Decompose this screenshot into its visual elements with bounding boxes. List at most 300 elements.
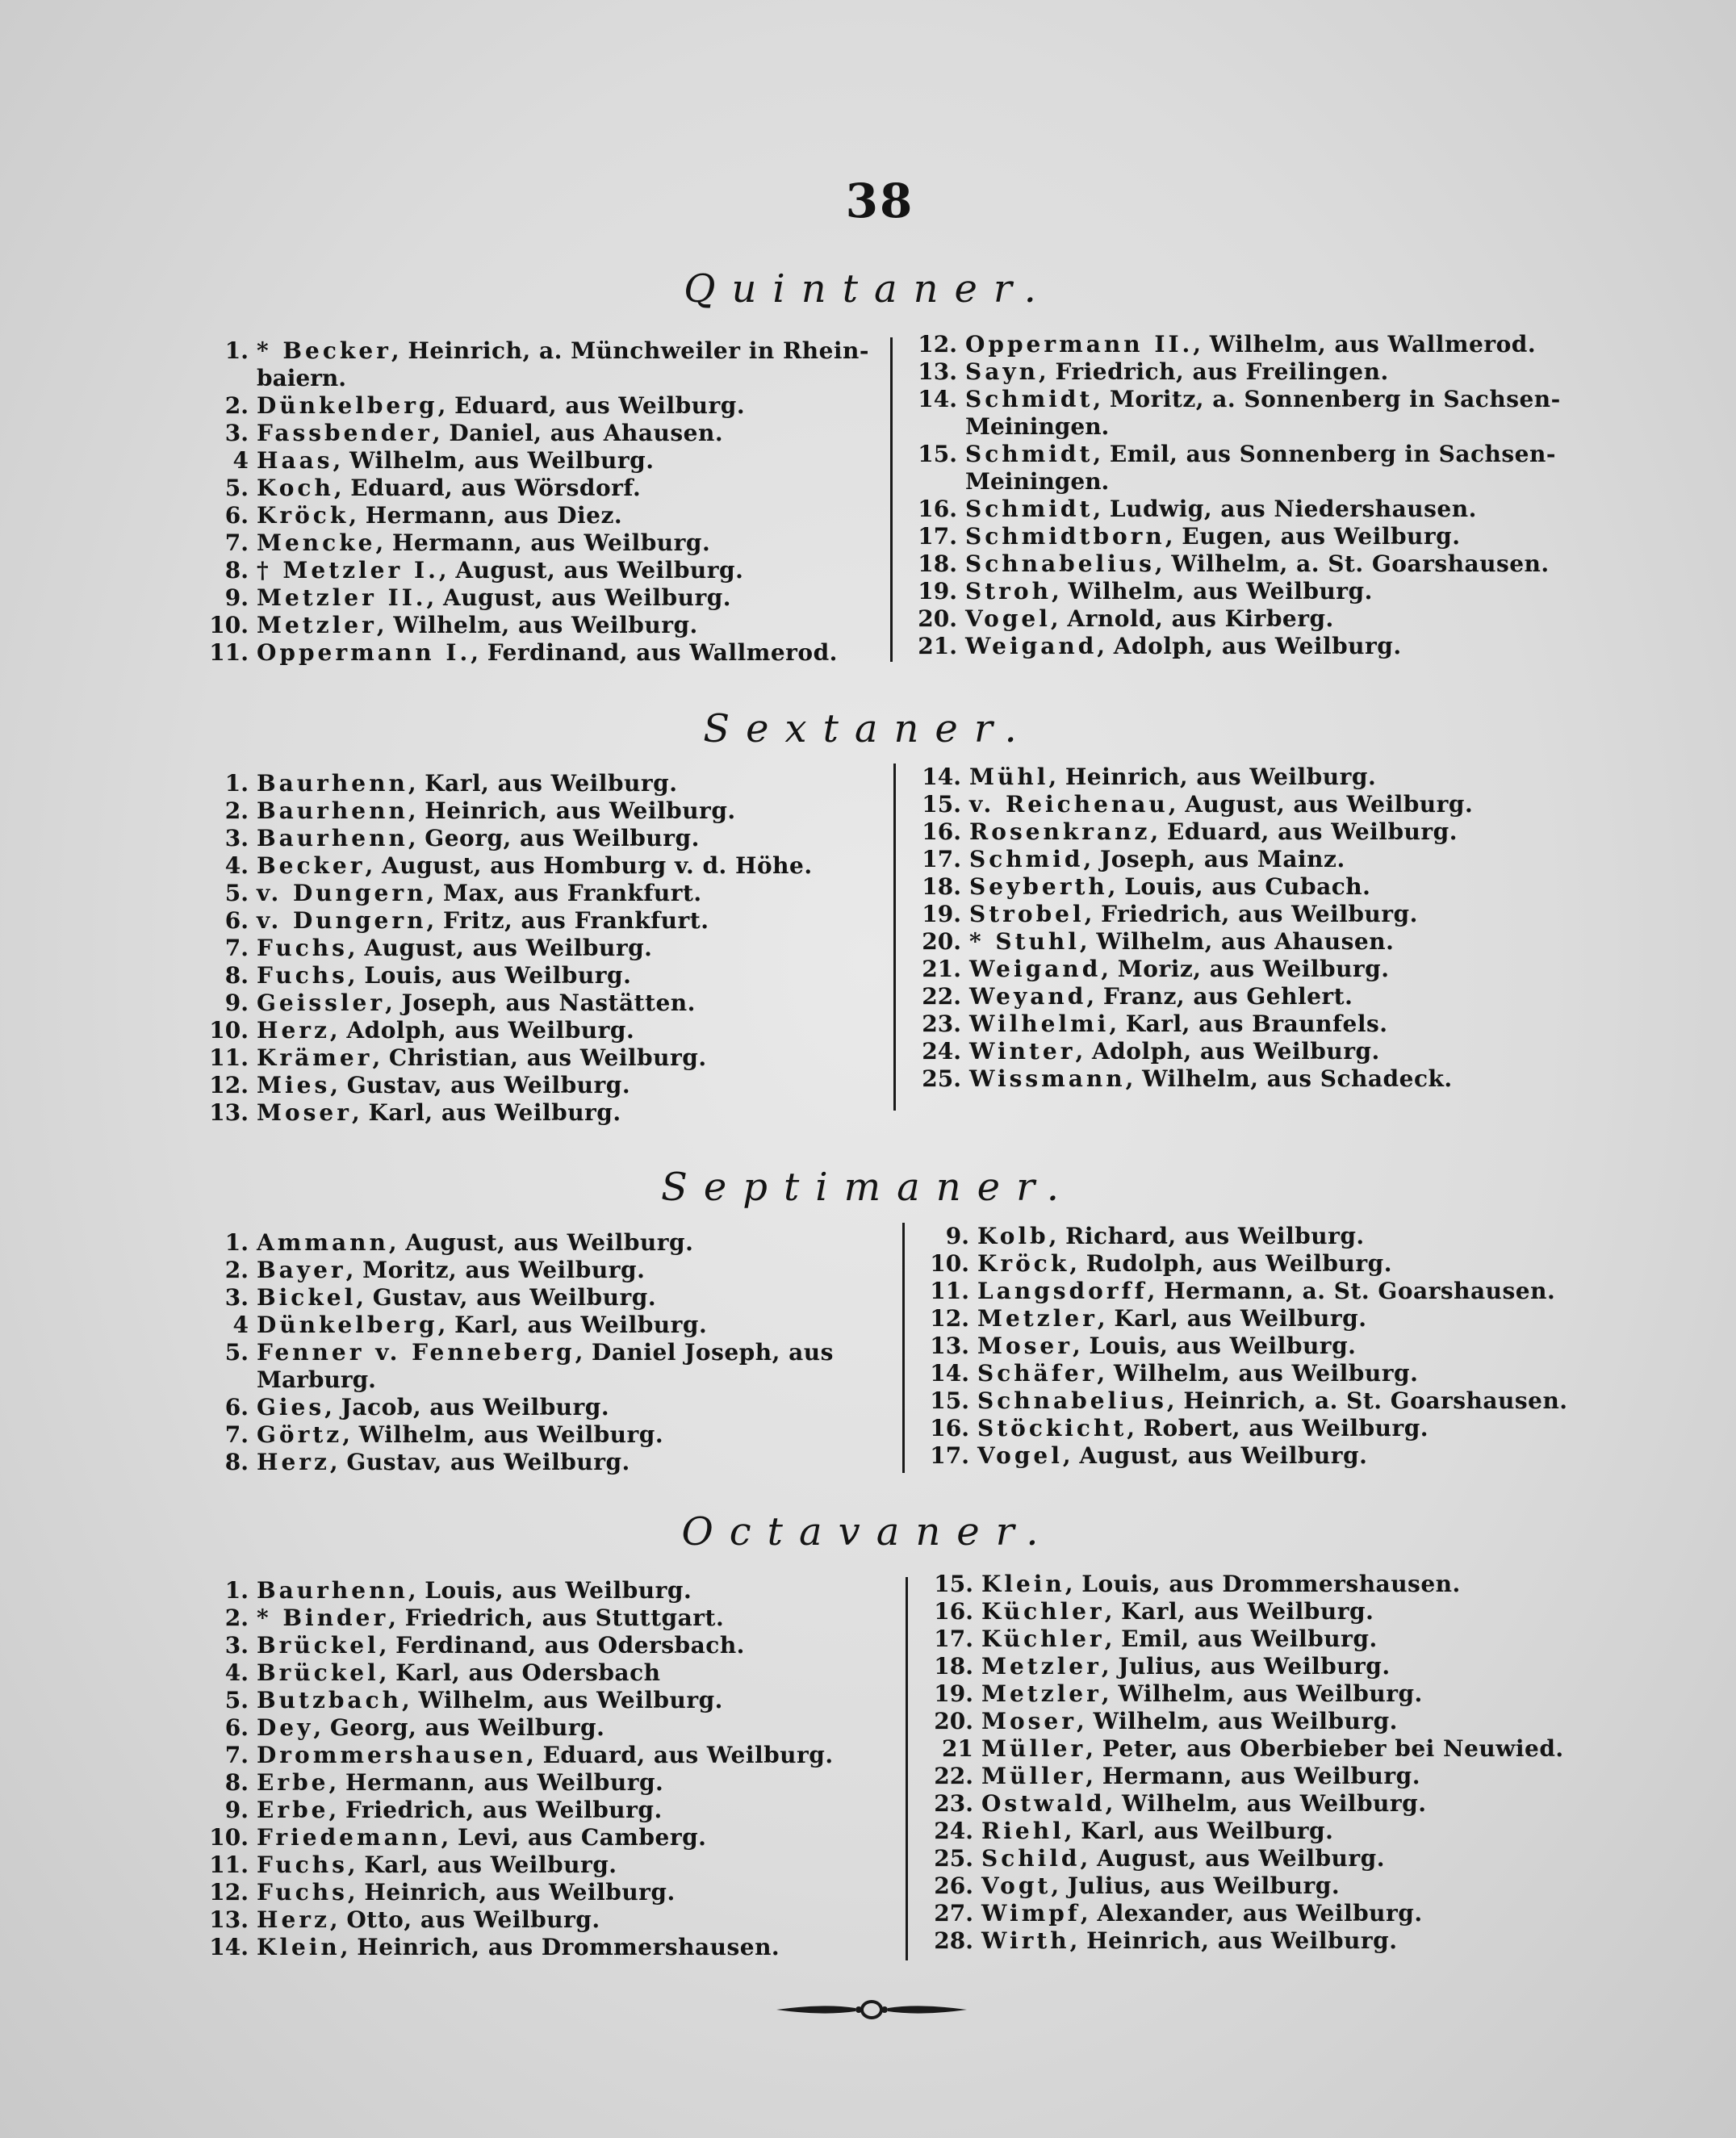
student-details: , August, aus Weilburg. xyxy=(388,1229,694,1256)
student-surname: Weyand xyxy=(969,983,1087,1010)
page-number: 38 xyxy=(845,174,914,228)
student-details: , Moriz, aus Weilburg. xyxy=(1101,956,1390,982)
list-item xyxy=(928,1790,1427,1818)
entry-number: 9. xyxy=(224,1797,249,1823)
entry-number: 26. xyxy=(934,1872,973,1899)
entry-number: 8. xyxy=(224,557,249,584)
list-item xyxy=(203,1577,692,1605)
student-details: , Karl, aus Weilburg. xyxy=(1097,1305,1367,1332)
entry-number: 24. xyxy=(922,1038,961,1065)
list-item xyxy=(203,1312,707,1339)
entry-number: 7. xyxy=(224,1421,249,1448)
list-item xyxy=(916,764,1376,791)
student-surname: Kröck xyxy=(257,502,349,529)
student-details: , August, aus Weilburg. xyxy=(1168,791,1474,818)
student-details: , Wilhelm, aus Schadeck. xyxy=(1125,1065,1453,1092)
student-surname: Baurhenn xyxy=(257,1577,408,1604)
student-surname: Stroh xyxy=(965,578,1052,605)
student-details: , Karl, aus Weilburg. xyxy=(347,1851,617,1878)
list-item xyxy=(203,1394,609,1421)
student-details: , Eduard, aus Wörsdorf. xyxy=(333,475,642,501)
list-item xyxy=(203,612,698,639)
student-surname: Baurhenn xyxy=(257,770,408,797)
section-title-sextaner: Sextaner. xyxy=(703,706,1033,751)
entry-number: 9. xyxy=(224,990,249,1016)
student-surname: Krämer xyxy=(257,1044,373,1071)
student-details: , Wilhelm, aus Weilburg. xyxy=(1077,1708,1398,1734)
list-item xyxy=(203,1072,630,1099)
list-item xyxy=(203,1449,630,1476)
entry-number: 12. xyxy=(209,1072,249,1098)
entry-number: 3. xyxy=(224,1284,249,1311)
student-details: , Gustav, aus Weilburg. xyxy=(330,1072,631,1098)
student-surname: Fuchs xyxy=(257,1879,348,1906)
entry-number: 20. xyxy=(918,605,957,632)
student-details: , Joseph, aus Mainz. xyxy=(1083,846,1345,872)
entry-number: 3. xyxy=(224,825,249,851)
list-item xyxy=(912,331,1536,358)
column-divider xyxy=(902,1223,905,1473)
entry-number: 25. xyxy=(934,1845,973,1872)
student-details: , Friedrich, aus Freilingen. xyxy=(1039,358,1389,385)
student-details: , Louis, aus Weilburg. xyxy=(1073,1333,1357,1359)
list-item xyxy=(203,1605,724,1632)
list-item xyxy=(912,550,1550,578)
list-item xyxy=(928,1653,1391,1680)
entry-number: 13. xyxy=(209,1099,249,1126)
entry-number: 16. xyxy=(922,818,961,845)
student-surname: Fenner v. Fenneberg xyxy=(257,1339,575,1366)
student-surname: Brückel xyxy=(257,1659,379,1686)
student-surname: Vogt xyxy=(981,1872,1052,1899)
student-details: , Daniel, aus Ahausen. xyxy=(432,420,724,446)
student-details: , Moritz, a. Sonnenberg in Sachsen- xyxy=(1093,386,1561,412)
student-details: , Levi, aus Camberg. xyxy=(441,1824,707,1851)
section-title-octavaner: Octavaner. xyxy=(681,1509,1055,1554)
list-item xyxy=(203,935,652,962)
student-details: , Wilhelm, aus Ahausen. xyxy=(1079,928,1395,955)
entry-number: 17. xyxy=(922,846,961,872)
list-item xyxy=(203,1421,663,1449)
entry-number: 20. xyxy=(922,928,961,955)
student-surname: Erbe xyxy=(257,1797,329,1823)
entry-number: 10. xyxy=(930,1250,969,1277)
student-surname: Bayer xyxy=(257,1257,346,1283)
entry-number: 19. xyxy=(922,901,961,927)
student-surname: Dünkelberg xyxy=(257,1312,438,1338)
list-item xyxy=(203,1099,621,1127)
student-details: , Hermann, aus Weilburg. xyxy=(1086,1763,1420,1789)
student-surname: Seyberth xyxy=(969,873,1108,900)
entry-number: 22. xyxy=(922,983,961,1010)
student-details: , Karl, aus Weilburg. xyxy=(352,1099,621,1126)
list-item xyxy=(203,502,622,529)
entry-number: 7. xyxy=(224,529,249,556)
student-details: , Wilhelm, aus Weilburg. xyxy=(342,1421,664,1448)
student-details: , Peter, aus Oberbieber bei Neuwied. xyxy=(1086,1735,1564,1762)
student-surname: Fassbender xyxy=(257,420,433,446)
list-item xyxy=(203,1934,780,1961)
student-details: , Georg, aus Weilburg. xyxy=(313,1714,605,1741)
student-surname: Metzler II. xyxy=(257,584,427,611)
student-surname: Oppermann I. xyxy=(257,639,471,666)
student-details: , Heinrich, a. St. Goarshausen. xyxy=(1166,1387,1568,1414)
student-details: , Friedrich, aus Stuttgart. xyxy=(388,1605,725,1631)
entry-number: 4 xyxy=(232,1312,249,1338)
entry-number: 15. xyxy=(922,791,961,818)
student-details: , August, aus Weilburg. xyxy=(426,584,732,611)
student-details: , Heinrich, a. Münchweiler in Rhein- xyxy=(391,337,869,364)
list-item xyxy=(203,557,743,584)
list-item xyxy=(916,1010,1387,1038)
student-surname: Küchler xyxy=(981,1598,1105,1625)
student-surname: Klein xyxy=(981,1571,1065,1597)
student-surname: Erbe xyxy=(257,1769,329,1796)
student-surname: Metzler xyxy=(977,1305,1098,1332)
list-item xyxy=(916,873,1370,901)
list-item xyxy=(203,529,710,557)
entry-number: 15. xyxy=(930,1387,969,1414)
student-details: , Adolph, aus Weilburg. xyxy=(329,1017,635,1044)
student-surname: Schmidt xyxy=(965,386,1094,412)
section-title-septimaner: Septimaner. xyxy=(660,1165,1076,1210)
entry-number: 1. xyxy=(224,1577,249,1604)
list-item xyxy=(924,1387,1568,1415)
entry-number: 10. xyxy=(209,1824,249,1851)
student-surname: Moser xyxy=(257,1099,352,1126)
list-item xyxy=(928,1571,1461,1598)
ornament-divider-icon xyxy=(775,1994,968,2026)
list-item xyxy=(924,1333,1356,1360)
section-title-quintaner: Quintaner. xyxy=(684,266,1052,312)
student-surname: * Becker xyxy=(257,337,391,364)
student-surname: Vogel xyxy=(965,605,1051,632)
student-details: , Hermann, a. St. Goarshausen. xyxy=(1147,1278,1556,1304)
student-surname: Schäfer xyxy=(977,1360,1098,1387)
entry-continuation: Meiningen. xyxy=(965,468,1110,495)
list-item xyxy=(203,1797,663,1824)
student-surname: Herz xyxy=(257,1449,330,1475)
student-details: , August, aus Weilburg. xyxy=(438,557,744,584)
student-surname: Klein xyxy=(257,1934,341,1960)
student-surname: Wissmann xyxy=(969,1065,1126,1092)
student-details: , Wilhelm, aus Weilburg. xyxy=(376,612,698,638)
student-surname: Fuchs xyxy=(257,962,348,989)
entry-number: 8. xyxy=(224,1769,249,1796)
student-details: , Arnold, aus Kirberg. xyxy=(1050,605,1334,632)
entry-number: 12. xyxy=(930,1305,969,1332)
list-item xyxy=(916,818,1458,846)
student-details: , Alexander, aus Weilburg. xyxy=(1080,1900,1423,1927)
list-item xyxy=(203,392,745,420)
entry-number: 22. xyxy=(934,1763,973,1789)
student-surname: Mies xyxy=(257,1072,331,1098)
entry-number: 1. xyxy=(224,770,249,797)
entry-continuation: Meiningen. xyxy=(965,413,1110,440)
student-surname: Schmidt xyxy=(965,496,1094,522)
column-divider xyxy=(890,337,893,662)
list-item xyxy=(916,956,1390,983)
list-item xyxy=(203,337,869,365)
list-item xyxy=(203,852,813,880)
list-item xyxy=(928,1625,1378,1653)
student-details: , Hermann, aus Weilburg. xyxy=(375,529,711,556)
entry-number: 18. xyxy=(934,1653,973,1680)
list-item xyxy=(203,1906,600,1934)
entry-number: 2. xyxy=(224,392,249,419)
student-surname: Geissler xyxy=(257,990,386,1016)
entry-number: 12. xyxy=(209,1879,249,1906)
student-details: , Franz, aus Gehlert. xyxy=(1086,983,1353,1010)
entry-number: 2. xyxy=(224,1605,249,1631)
student-details: , Karl, aus Braunfels. xyxy=(1109,1010,1388,1037)
list-item xyxy=(924,1442,1367,1470)
student-surname: Strobel xyxy=(969,901,1085,927)
list-item xyxy=(203,420,723,447)
list-item xyxy=(203,1044,707,1072)
entry-number: 2. xyxy=(224,1257,249,1283)
list-item xyxy=(912,605,1334,633)
list-item xyxy=(928,1927,1397,1955)
student-details: , Louis, aus Weilburg. xyxy=(347,962,632,989)
student-surname: Metzler xyxy=(981,1680,1102,1707)
student-details: , Karl, aus Odersbach xyxy=(379,1659,661,1686)
list-item xyxy=(928,1900,1423,1927)
list-item xyxy=(203,447,654,475)
student-details: , Julius, aus Weilburg. xyxy=(1051,1872,1341,1899)
student-details: , Fritz, aus Frankfurt. xyxy=(426,907,709,934)
entry-number: 23. xyxy=(922,1010,961,1037)
list-item xyxy=(924,1278,1555,1305)
entry-number: 13. xyxy=(209,1906,249,1933)
list-item xyxy=(928,1598,1374,1625)
list-item xyxy=(203,1851,617,1879)
list-item xyxy=(924,1415,1429,1442)
entry-number: 18. xyxy=(922,873,961,900)
entry-number: 12. xyxy=(918,331,957,358)
entry-number: 19. xyxy=(918,578,957,605)
entry-number: 5. xyxy=(224,475,249,501)
entry-number: 4. xyxy=(224,852,249,879)
student-details: , Hermann, aus Diez. xyxy=(349,502,623,529)
entry-number: 4 xyxy=(232,447,249,474)
list-item xyxy=(203,1879,676,1906)
entry-number: 14. xyxy=(930,1360,969,1387)
entry-number: 21 xyxy=(942,1735,973,1762)
entry-number: 1. xyxy=(224,337,249,364)
entry-number: 14. xyxy=(922,764,961,790)
student-details: , Eduard, aus Weilburg. xyxy=(526,1742,834,1768)
student-surname: Schmid xyxy=(969,846,1084,872)
entry-number: 11. xyxy=(209,1044,249,1071)
student-surname: Langsdorff xyxy=(977,1278,1148,1304)
student-details: , Wilhelm, aus Weilburg. xyxy=(401,1687,723,1713)
list-item xyxy=(203,880,702,907)
student-details: , Ferdinand, aus Wallmerod. xyxy=(471,639,838,666)
student-surname: Moser xyxy=(977,1333,1073,1359)
student-details: , August, aus Weilburg. xyxy=(1062,1442,1368,1469)
student-surname: Brückel xyxy=(257,1632,379,1659)
student-surname: Gies xyxy=(257,1394,325,1420)
student-details: , Heinrich, aus Weilburg. xyxy=(1069,1927,1398,1954)
student-surname: Butzbach xyxy=(257,1687,402,1713)
entry-number: 11. xyxy=(209,1851,249,1878)
list-item xyxy=(203,797,736,825)
entry-number: 15. xyxy=(918,441,957,467)
student-surname: Weigand xyxy=(969,956,1102,982)
student-details: , Julius, aus Weilburg. xyxy=(1101,1653,1391,1680)
student-surname: Ostwald xyxy=(981,1790,1106,1817)
student-surname: Drommershausen xyxy=(257,1742,527,1768)
list-item xyxy=(203,584,731,612)
list-item xyxy=(203,1017,634,1044)
student-surname: Müller xyxy=(981,1735,1086,1762)
student-details: , Robert, aus Weilburg. xyxy=(1127,1415,1429,1441)
entry-number: 5. xyxy=(224,880,249,906)
student-surname: Oppermann II. xyxy=(965,331,1194,358)
list-item xyxy=(203,1257,645,1284)
student-surname: Metzler xyxy=(981,1653,1102,1680)
student-details: , Ferdinand, aus Odersbach. xyxy=(379,1632,745,1659)
list-item xyxy=(203,1824,706,1851)
entry-number: 17. xyxy=(918,523,957,550)
entry-number: 16. xyxy=(918,496,957,522)
entry-number: 14. xyxy=(918,386,957,412)
list-item xyxy=(203,1769,663,1797)
list-item xyxy=(203,907,709,935)
student-details: , Heinrich, aus Drommershausen. xyxy=(340,1934,780,1960)
student-surname: Dey xyxy=(257,1714,314,1741)
student-surname: Bickel xyxy=(257,1284,357,1311)
student-surname: Moser xyxy=(981,1708,1077,1734)
student-surname: Haas xyxy=(257,447,333,474)
entry-number: 16. xyxy=(934,1598,973,1625)
entry-number: 10. xyxy=(209,1017,249,1044)
student-surname: * Binder xyxy=(257,1605,389,1631)
student-surname: Wirth xyxy=(981,1927,1070,1954)
student-details: , Heinrich, aus Weilburg. xyxy=(1048,764,1377,790)
student-surname: Mühl xyxy=(969,764,1049,790)
entry-number: 18. xyxy=(918,550,957,577)
entry-number: 5. xyxy=(224,1339,249,1366)
student-details: , Daniel Joseph, aus xyxy=(575,1339,834,1366)
entry-number: 14. xyxy=(209,1934,249,1960)
entry-number: 21. xyxy=(922,956,961,982)
entry-continuation: Marburg. xyxy=(257,1366,376,1393)
list-item xyxy=(912,496,1477,523)
entry-number: 11. xyxy=(209,639,249,666)
entry-number: 6. xyxy=(224,502,249,529)
student-details: , Otto, aus Weilburg. xyxy=(329,1906,600,1933)
student-surname: Görtz xyxy=(257,1421,343,1448)
entry-number: 24. xyxy=(934,1818,973,1844)
list-item xyxy=(203,1339,834,1366)
student-surname: v. Reichenau xyxy=(969,791,1169,818)
student-details: , August, aus Weilburg. xyxy=(1080,1845,1385,1872)
student-surname: Sayn xyxy=(965,358,1039,385)
student-surname: Mencke xyxy=(257,529,376,556)
list-item xyxy=(203,1284,656,1312)
list-item xyxy=(924,1250,1392,1278)
student-surname: Metzler xyxy=(257,612,377,638)
student-details: , Eugen, aus Weilburg. xyxy=(1165,523,1461,550)
student-details: , Richard, aus Weilburg. xyxy=(1048,1223,1365,1249)
student-surname: Riehl xyxy=(981,1818,1065,1844)
student-details: , Hermann, aus Weilburg. xyxy=(328,1769,664,1796)
student-surname: Küchler xyxy=(981,1625,1105,1652)
entry-number: 13. xyxy=(930,1333,969,1359)
list-item xyxy=(916,846,1345,873)
entry-continuation: baiern. xyxy=(257,365,347,391)
student-surname: Kolb xyxy=(977,1223,1049,1249)
entry-number: 13. xyxy=(918,358,957,385)
list-item xyxy=(916,928,1394,956)
student-surname: Vogel xyxy=(977,1442,1063,1469)
list-item xyxy=(924,1305,1367,1333)
entry-number: 17. xyxy=(934,1625,973,1652)
student-details: , Wilhelm, aus Weilburg. xyxy=(1051,578,1373,605)
student-surname: * Stuhl xyxy=(969,928,1080,955)
entry-number: 23. xyxy=(934,1790,973,1817)
student-surname: Ammann xyxy=(257,1229,389,1256)
list-item xyxy=(916,901,1418,928)
entry-number: 11. xyxy=(930,1278,969,1304)
student-details: , Heinrich, aus Weilburg. xyxy=(408,797,736,824)
student-surname: Koch xyxy=(257,475,334,501)
list-item xyxy=(916,791,1473,818)
entry-number: 4. xyxy=(224,1659,249,1686)
entry-number: 17. xyxy=(930,1442,969,1469)
entry-number: 3. xyxy=(224,420,249,446)
student-surname: Becker xyxy=(257,852,366,879)
list-item xyxy=(928,1735,1564,1763)
entry-number: 5. xyxy=(224,1687,249,1713)
entry-number: 2. xyxy=(224,797,249,824)
student-details: , Wilhelm, aus Wallmerod. xyxy=(1193,331,1537,358)
student-details: , Wilhelm, a. St. Goarshausen. xyxy=(1154,550,1550,577)
list-item xyxy=(928,1845,1385,1872)
list-item xyxy=(912,523,1460,550)
student-surname: v. Dungern xyxy=(257,907,427,934)
student-details: , Jacob, aus Weilburg. xyxy=(324,1394,610,1420)
student-surname: Schmidtborn xyxy=(965,523,1165,550)
student-details: , Moritz, aus Weilburg. xyxy=(345,1257,646,1283)
list-item xyxy=(203,962,631,990)
list-item xyxy=(912,578,1373,605)
list-item xyxy=(928,1680,1423,1708)
student-surname: Weigand xyxy=(965,633,1098,659)
student-surname: Schild xyxy=(981,1845,1081,1872)
student-details: , Heinrich, aus Weilburg. xyxy=(347,1879,676,1906)
student-surname: Baurhenn xyxy=(257,797,408,824)
student-details: , Rudolph, aus Weilburg. xyxy=(1069,1250,1392,1277)
list-item xyxy=(203,1229,693,1257)
student-surname: Fuchs xyxy=(257,1851,348,1878)
list-item xyxy=(924,1360,1418,1387)
list-item xyxy=(203,1687,723,1714)
entry-number: 1. xyxy=(224,1229,249,1256)
student-details: , Wilhelm, aus Weilburg. xyxy=(1105,1790,1427,1817)
student-details: , Emil, aus Weilburg. xyxy=(1104,1625,1378,1652)
list-item xyxy=(928,1818,1333,1845)
entry-number: 16. xyxy=(930,1415,969,1441)
student-details: , Louis, aus Weilburg. xyxy=(408,1577,692,1604)
student-details: , Louis, aus Cubach. xyxy=(1107,873,1371,900)
student-surname: Schnabelius xyxy=(977,1387,1167,1414)
entry-number: 28. xyxy=(934,1927,973,1954)
student-details: , Friedrich, aus Weilburg. xyxy=(1084,901,1418,927)
student-surname: Baurhenn xyxy=(257,825,408,851)
